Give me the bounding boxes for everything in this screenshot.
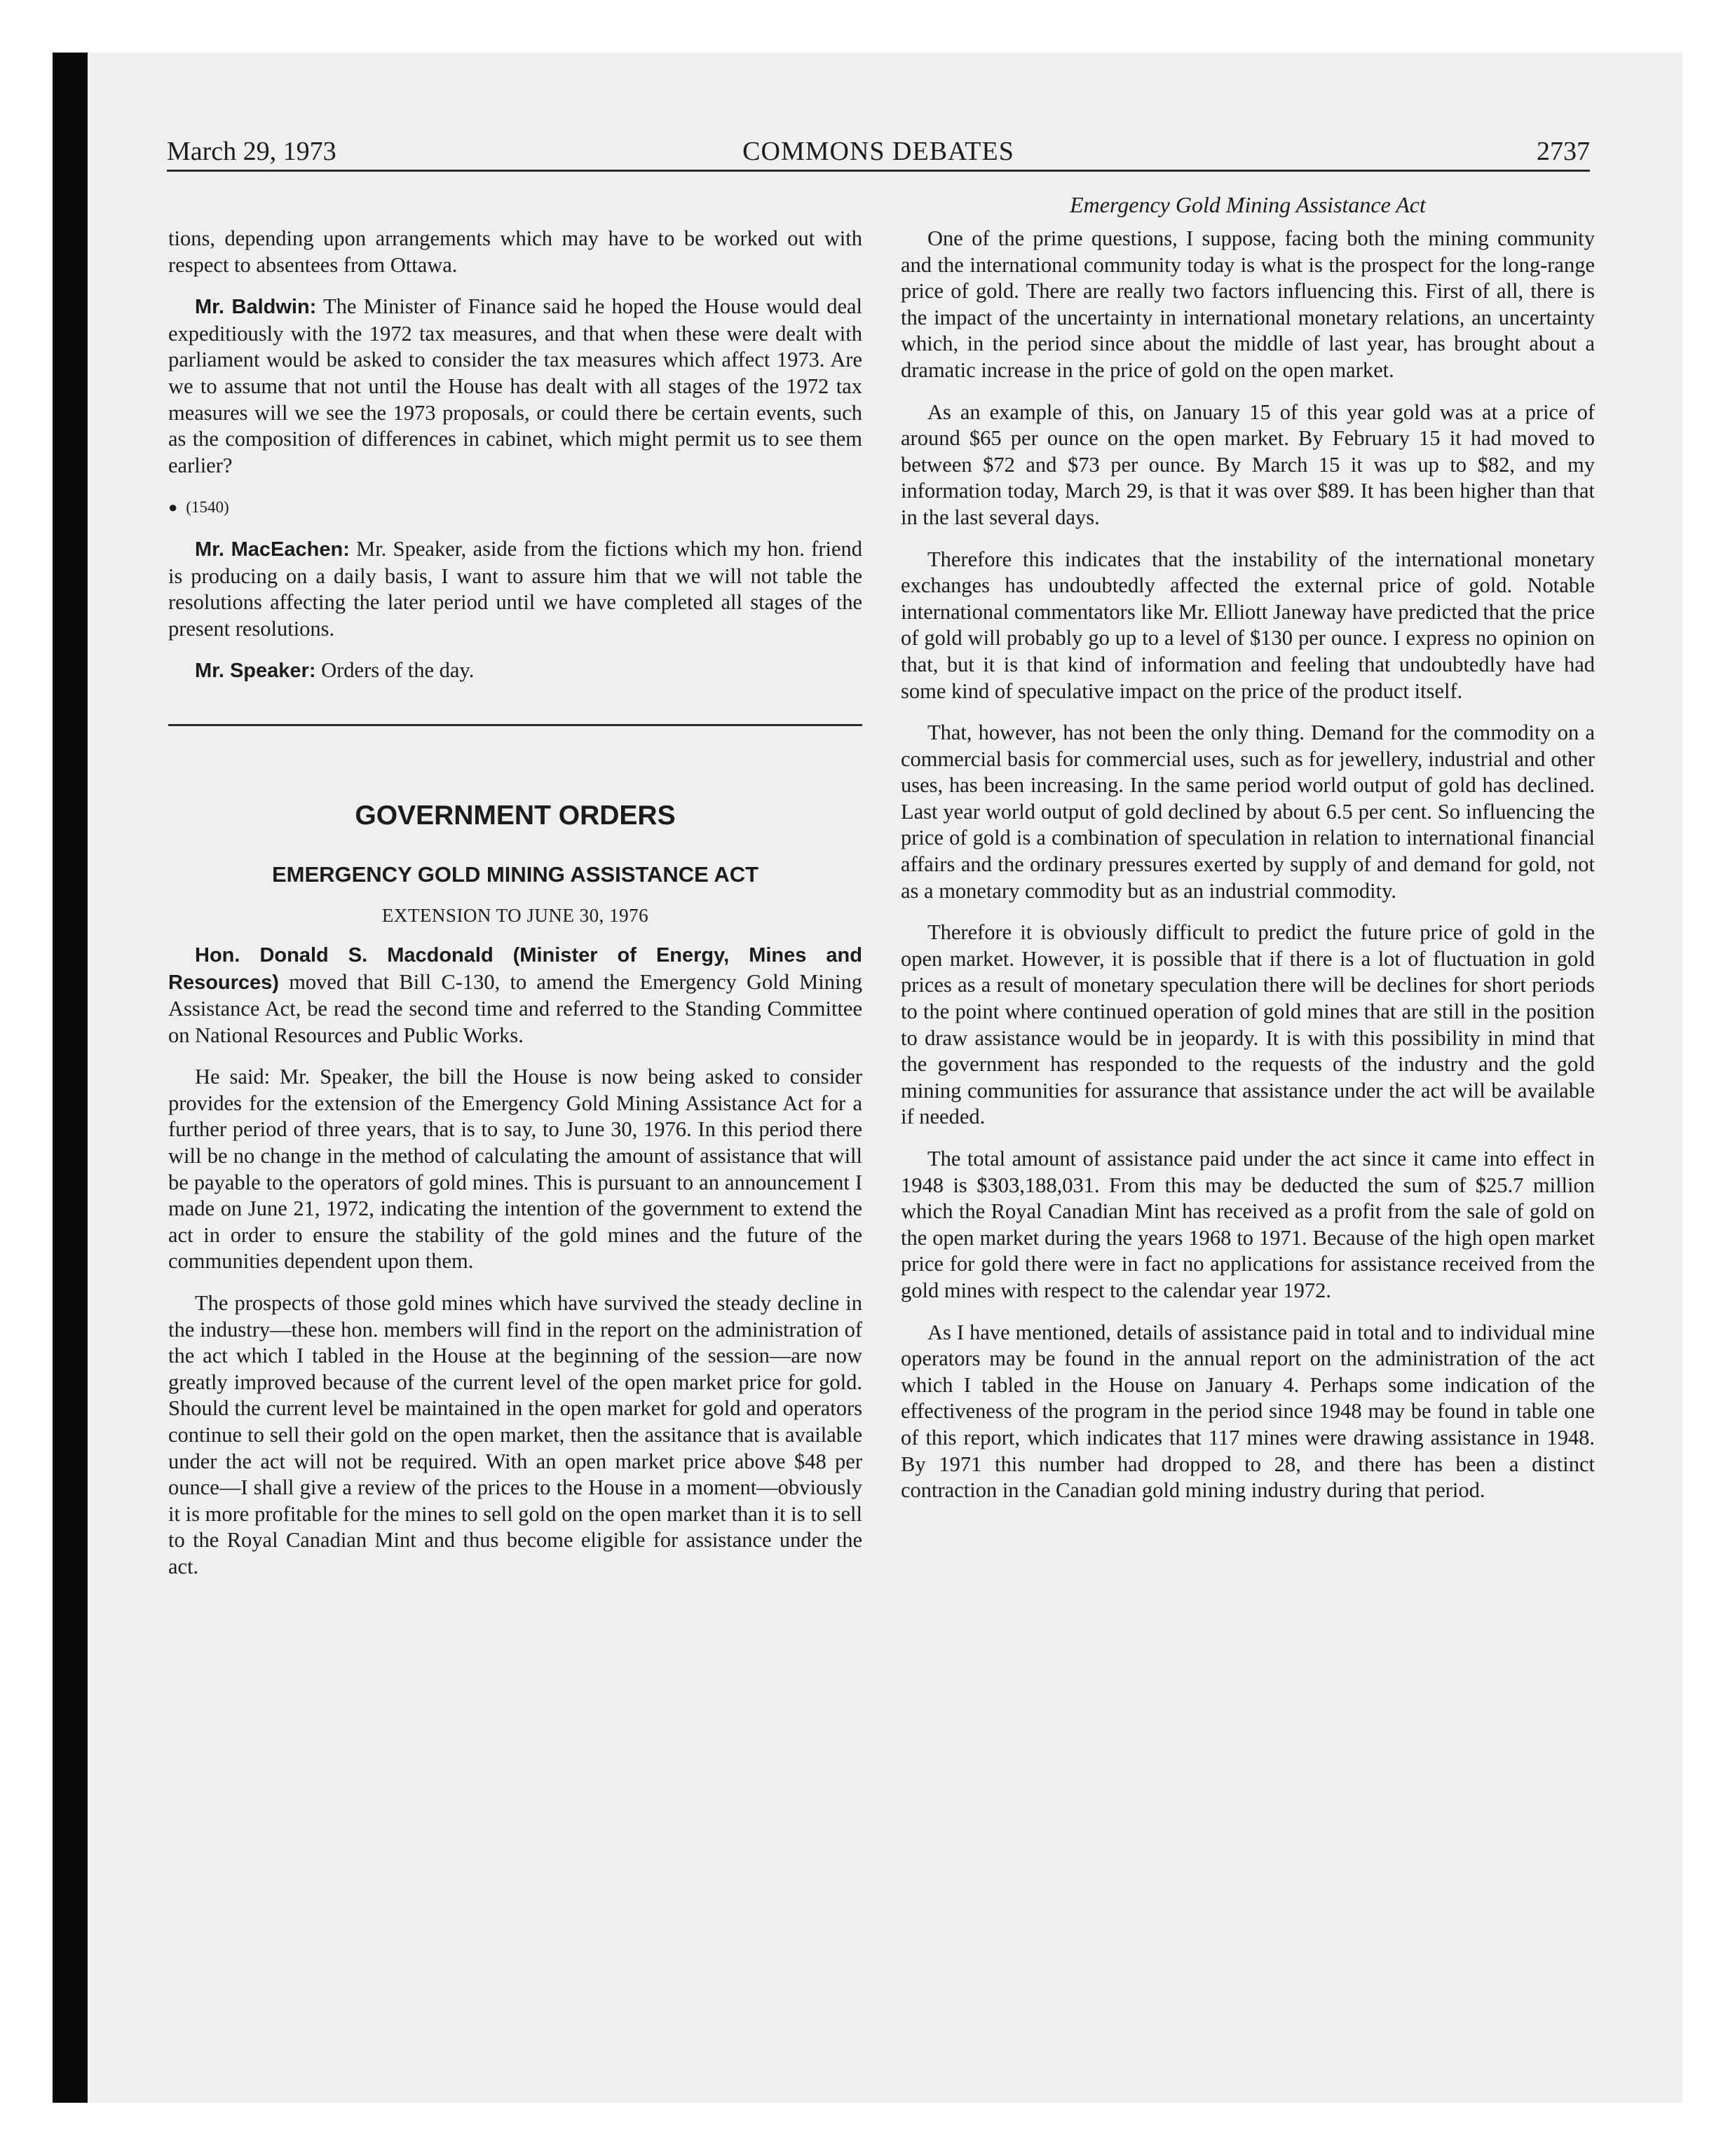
paragraph: Therefore this indicates that the instability of the international monetary exchanges has undoubtedly affected the external price of gold. Notable international commentators like Mr. Elliott Janeway have predicted that the price of gold will probably go up to a level of $130 per ounce. I express no opinion on that, but it is that kind of information and feeling that undoubtedly have had some kind of speculative impact on the price of the product itself. xyxy=(901,547,1595,703)
left-column xyxy=(168,226,862,1596)
act-subtitle: EXTENSION TO JUNE 30, 1976 xyxy=(381,904,649,926)
speech-macdonald xyxy=(168,942,862,1049)
running-header xyxy=(167,133,1590,172)
time-marker xyxy=(168,494,862,521)
speech-maceachen xyxy=(168,536,862,642)
speech-baldwin xyxy=(168,294,862,479)
paragraph: One of the prime questions, I suppose, facing both the mining community and the international community today is what is the prospect for the long-range price of gold. There are really two factors influencing this. First of all, there is the impact of the uncertainty in international monetary relations, an uncertainty which, in the period since about the middle of last year, has brought about a dramatic increase in the price of gold on the open market. xyxy=(901,226,1595,382)
speech-text: Mr. Speaker, aside from the fictions which my hon. friend is producing on a daily basis, I want to assure him that we will not table the resolutions affecting the later period until we have completed all stages of the present resolutions. xyxy=(168,536,862,641)
paragraph: He said: Mr. Speaker, the bill the House is now being asked to consider provides for the extension of the Emergency Gold Mining Assistance Act for a further period of three years, that is to say, to June 30, 1976. In this period there will be no change in the method of calculating the amount of assistance that will be payable to the operators of gold mines. This is pursuant to an announcement I made on June 21, 1972, indicating the intention of the government to extend the act in order to ensure the stability of the gold mines and the future of the communities dependent upon them. xyxy=(168,1065,862,1274)
right-column xyxy=(901,191,1595,1520)
section-title: GOVERNMENT ORDERS xyxy=(355,800,676,831)
paragraph: As an example of this, on January 15 of this year gold was at a price of around $65 per ounce on the open market. By February 15 it had moved to between $72 and $73 per ounce. By March 15 it was up to $82, and my information today, March 29, is that it was over $89. It has been higher than that in the last several days. xyxy=(901,400,1595,529)
paragraph: The prospects of those gold mines which have survived the steady decline in the industry—these hon. members will find in the report on the administration of the act which I tabled in the House at the beginning of the session—are now greatly improved because of the current level of the open market price for gold. Should the current level be maintained in the open market for gold and operators continue to sell their gold on the open market, then the assitance that is available under the act will not be required. With an open market price above $48 per ounce—I shall give a review of the prices to the House in a moment—obviously it is more profitable for the mines to sell gold on the open market than it is to sell to the Royal Canadian Mint and thus become eligible for assistance under the act. xyxy=(168,1291,862,1578)
page-number: 2737 xyxy=(1537,137,1590,166)
paragraph: Therefore it is obviously difficult to predict the future price of gold in the open market. However, it is possible that if there is a lot of fluctuation in gold prices as a result of monetary speculation there will be declines for short periods to the point where continued operation of gold mines that are still in the position to draw assistance would be in jeopardy. It is with this possibility in mind that the government has responded to the requests of the industry and the gold mining communities for assurance that assistance under the act will be available if needed. xyxy=(901,920,1595,1129)
paragraph: As I have mentioned, details of assistance paid in total and to individual mine operators may be found in the annual report on the administration of the act which I tabled in the House on January 4. Perhaps some indication of the effectiveness of the program in the period since 1948 may be found in table one of this report, which indicates that 117 mines were drawing assistance in 1948. By 1971 this number had dropped to 28, and there has been a distinct contraction in the Canadian gold mining industry during that period. xyxy=(901,1320,1595,1503)
speech-text: Orders of the day. xyxy=(315,658,475,683)
paragraph: The total amount of assistance paid under the act since it came into effect in 1948 is $303,188,031. From this may be deducted the sum of $25.7 million which the Royal Canadian Mint has received as a profit from the sale of gold on the open market during the years 1968 to 1971. Because of the high open market price for gold there were in fact no applications for assistance received from the gold mines with respect to the calendar year 1972. xyxy=(901,1147,1595,1302)
speech-text: moved that Bill C-130, to amend the Emergency Gold Mining Assistance Act, be read the second time and referred to the Standing Committee on National Resources and Public Works. xyxy=(168,969,862,1047)
column-heading: Emergency Gold Mining Assistance Act xyxy=(1070,192,1426,217)
section-divider xyxy=(168,724,862,726)
act-title: EMERGENCY GOLD MINING ASSISTANCE ACT xyxy=(271,861,759,887)
header-title: COMMONS DEBATES xyxy=(742,137,1014,166)
speaker-name: Mr. MacEachen: xyxy=(195,538,350,561)
scan-left-border xyxy=(53,53,88,2103)
speech-speaker xyxy=(168,657,862,685)
paragraph: That, however, has not been the only thing. Demand for the commodity on a commercial basis for commercial uses, such as for jewellery, industrial and other uses, has been increasing. In the same period world output of gold has declined. Last year world output of gold declined by about 6.5 per cent. So influencing the price of gold is a combination of speculation in relation to international financial affairs and the ordinary pressures exerted by supply of and demand for gold, not as a monetary commodity but as an industrial commodity. xyxy=(901,721,1595,903)
bullet-icon: ● xyxy=(168,498,178,517)
speaker-name: Hon. Donald S. Macdonald (Minister of Energy, Mines and Resources) xyxy=(168,943,862,994)
speaker-name: Mr. Speaker: xyxy=(195,660,316,683)
speaker-name: Mr. Baldwin: xyxy=(195,296,317,319)
speech-text: The Minister of Finance said he hoped the House would deal expeditiously with the 1972 tax measures, and that when these were dealt with parliament would be asked to consider the tax measures which affect 1973. Are we to assume that not until the House has dealt with all stages of the 1972 tax measures will we see the 1973 proposals, or could there be certain events, such as the composition of differences in cabinet, which might permit us to see them earlier? xyxy=(168,294,862,477)
time-marker-text: (1540) xyxy=(186,498,229,517)
paragraph: tions, depending upon arrangements which may have to be worked out with respect to absentees from Ottawa. xyxy=(168,226,862,277)
header-date: March 29, 1973 xyxy=(167,137,336,166)
